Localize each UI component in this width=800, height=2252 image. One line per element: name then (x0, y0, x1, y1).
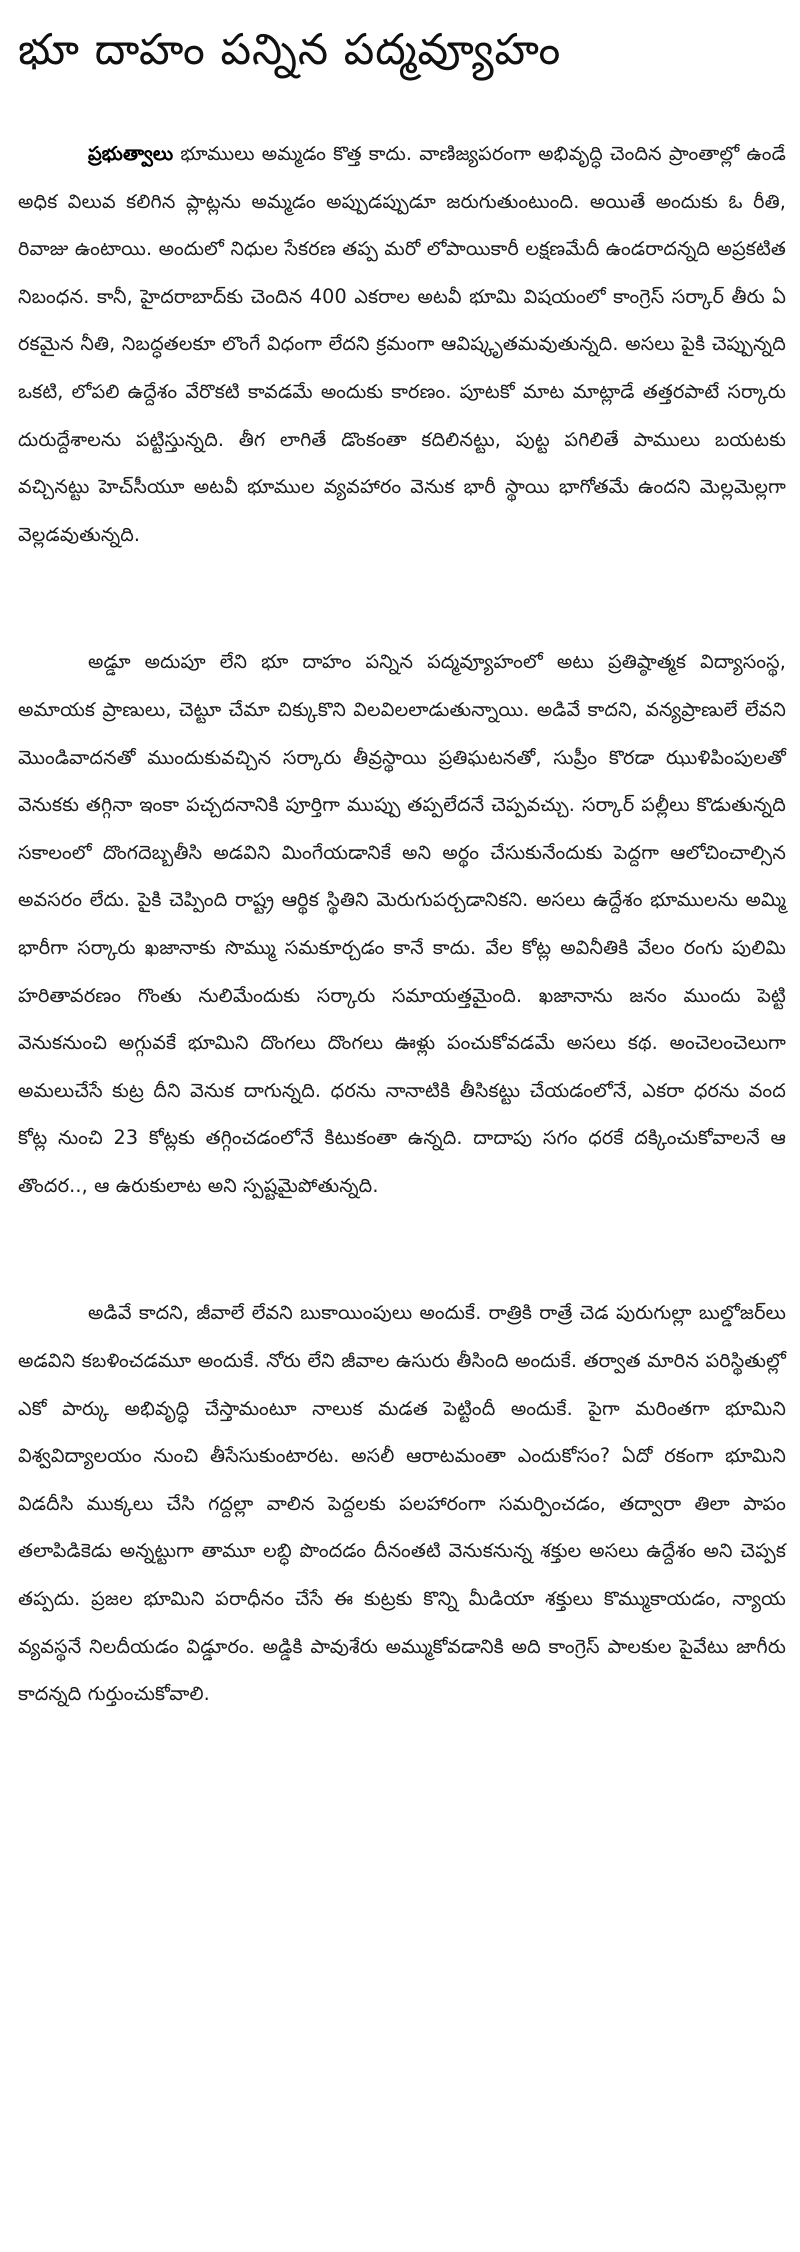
paragraph-text: అడివే కాదని, జీవాలే లేవని బుకాయింపులు అందుకే. రాత్రికి రాత్రే చెడ పురుగుల్లా బుల్డోజర్‌లు అడవిని కబళించడమూ అందుకే. నోరు లేని జీవాల ఉసురు తీసింది అందుకే. తర్వాత మారిన పరిస్థితుల్లో ఎకో పార్కు అభివృద్ధి చేస్తామంటూ నాలుక మడత పెట్టిందీ అందుకే. పైగా మరింతగా భూమిని విశ్వవిద్యాలయం నుంచి తీసేసుకుంటారట. అసలీ ఆరాటమంతా ఎందుకోసం? ఏదో రకంగా భూమిని విడదీసి ముక్కలు చేసి గద్దల్లా వాలిన పెద్దలకు పలహారంగా సమర్పించడం, తద్వారా తిలా పాపం తలాపిడికెడు అన్నట్టుగా తామూ లబ్ధి పొందడం దీనంతటి వెనుకనున్న శక్తుల అసలు ఉద్దేశం అని చెప్పక తప్పదు. ప్రజల భూమిని పరాధీనం చేసే ఈ కుట్రకు కొన్ని మీడియా శక్తులు కొమ్ముకాయడం, న్యాయ వ్యవస్థనే నిలదీయడం విడ్డూరం. అడ్డికి పావుశేరు అమ్ముకోవడానికి అది కాంగ్రెస్ పాలకుల పైవేటు జాగీరు కాదన్నది గుర్తుంచుకోవాలి. (18, 1301, 786, 1706)
article-headline: భూ దాహం పన్నిన పద్మవ్యూహం (18, 25, 562, 75)
paragraph-lead-word: ప్రభుత్వాలు (88, 142, 174, 165)
article-paragraph-2 (18, 638, 786, 1209)
article-paragraph-3 (18, 1289, 786, 1717)
article-paragraph-1 (18, 130, 786, 558)
paragraph-text: భూములు అమ్మడం కొత్త కాదు. వాణిజ్యపరంగా అభివృద్ధి చెందిన ప్రాంతాల్లో ఉండే అధిక విలువ కలిగిన ప్లాట్లను అమ్మడం అప్పుడప్పుడూ జరుగుతుంటుంది. అయితే అందుకు ఓ రీతి, రివాజు ఉంటాయి. అందులో నిధుల సేకరణ తప్ప మరో లోపాయికారీ లక్షణమేదీ ఉండరాదన్నది అప్రకటిత నిబంధన. కానీ, హైదరాబాద్‌కు చెందిన 400 ఎకరాల అటవీ భూమి విషయంలో కాంగ్రెస్ సర్కార్ తీరు ఏ రకమైన నీతి, నిబద్ధతలకూ లొంగే విధంగా లేదని క్రమంగా ఆవిష్కృతమవుతున్నది. అసలు పైకి చెప్పున్నది ఒకటి, లోపలి ఉద్దేశం వేరొకటి కావడమే అందుకు కారణం. పూటకో మాట మాట్లాడే తత్తరపాటే సర్కారు దురుద్దేశాలను పట్టిస్తున్నది. తీగ లాగితే డొంకంతా కదిలినట్టు, పుట్ట పగిలితే పాములు బయటకు వచ్చినట్టు హెచ్‌సీయూ అటవీ భూముల వ్యవహారం వెనుక భారీ స్థాయి భాగోతమే ఉందని మెల్లమెల్లగా వెల్లడవుతున్నది. (18, 142, 786, 546)
paragraph-text: అడ్డూ అదుపూ లేని భూ దాహం పన్నిన పద్మవ్యూహంలో అటు ప్రతిష్ఠాత్మక విద్యాసంస్థ, అమాయక ప్రాణులు, చెట్టూ చేమా చిక్కుకొని విలవిలలాడుతున్నాయి. అడివే కాదని, వన్యప్రాణులే లేవని మొండివాదనతో ముందుకువచ్చిన సర్కారు తీవ్రస్థాయి ప్రతిఘటనతో, సుప్రీం కొరడా ఝుళిపింపులతో వెనుకకు తగ్గినా ఇంకా పచ్చదనానికి పూర్తిగా ముప్పు తప్పలేదనే చెప్పవచ్చు. సర్కార్ పల్లీలు కొడుతున్నది సకాలంలో దొంగదెబ్బతీసి అడవిని మింగేయడానికే అని అర్థం చేసుకునేందుకు పెద్దగా ఆలోచించాల్సిన అవసరం లేదు. పైకి చెప్పింది రాష్ట్ర ఆర్థిక స్థితిని మెరుగుపర్చడానికని. అసలు ఉద్దేశం భూములను అమ్మి భారీగా సర్కారు ఖజానాకు సొమ్ము సమకూర్చడం కానే కాదు. వేల కోట్ల అవినీతికి వేలం రంగు పులిమి హరితావరణం గొంతు నులిమేందుకు సర్కారు సమాయత్తమైంది. ఖజానాను జనం ముందు పెట్టి వెనుకనుంచి అగ్గువకే భూమిని దొంగలు దొంగలు ఊళ్లు పంచుకోవడమే అసలు కథ. అంచెలంచెలుగా అమలుచేసే కుట్ర దీని వెనుక దాగున్నది. ధరను నానాటికి తీసికట్టు చేయడంలోనే, ఎకరా ధరను వంద కోట్ల నుంచి 23 కోట్లకు తగ్గించడంలోనే కిటుకంతా ఉన్నది. దాదాపు సగం ధరకే దక్కించుకోవాలనే ఆ తొందర.., ఆ ఉరుకులాట అని స్పష్టమైపోతున్నది. (18, 650, 786, 1197)
